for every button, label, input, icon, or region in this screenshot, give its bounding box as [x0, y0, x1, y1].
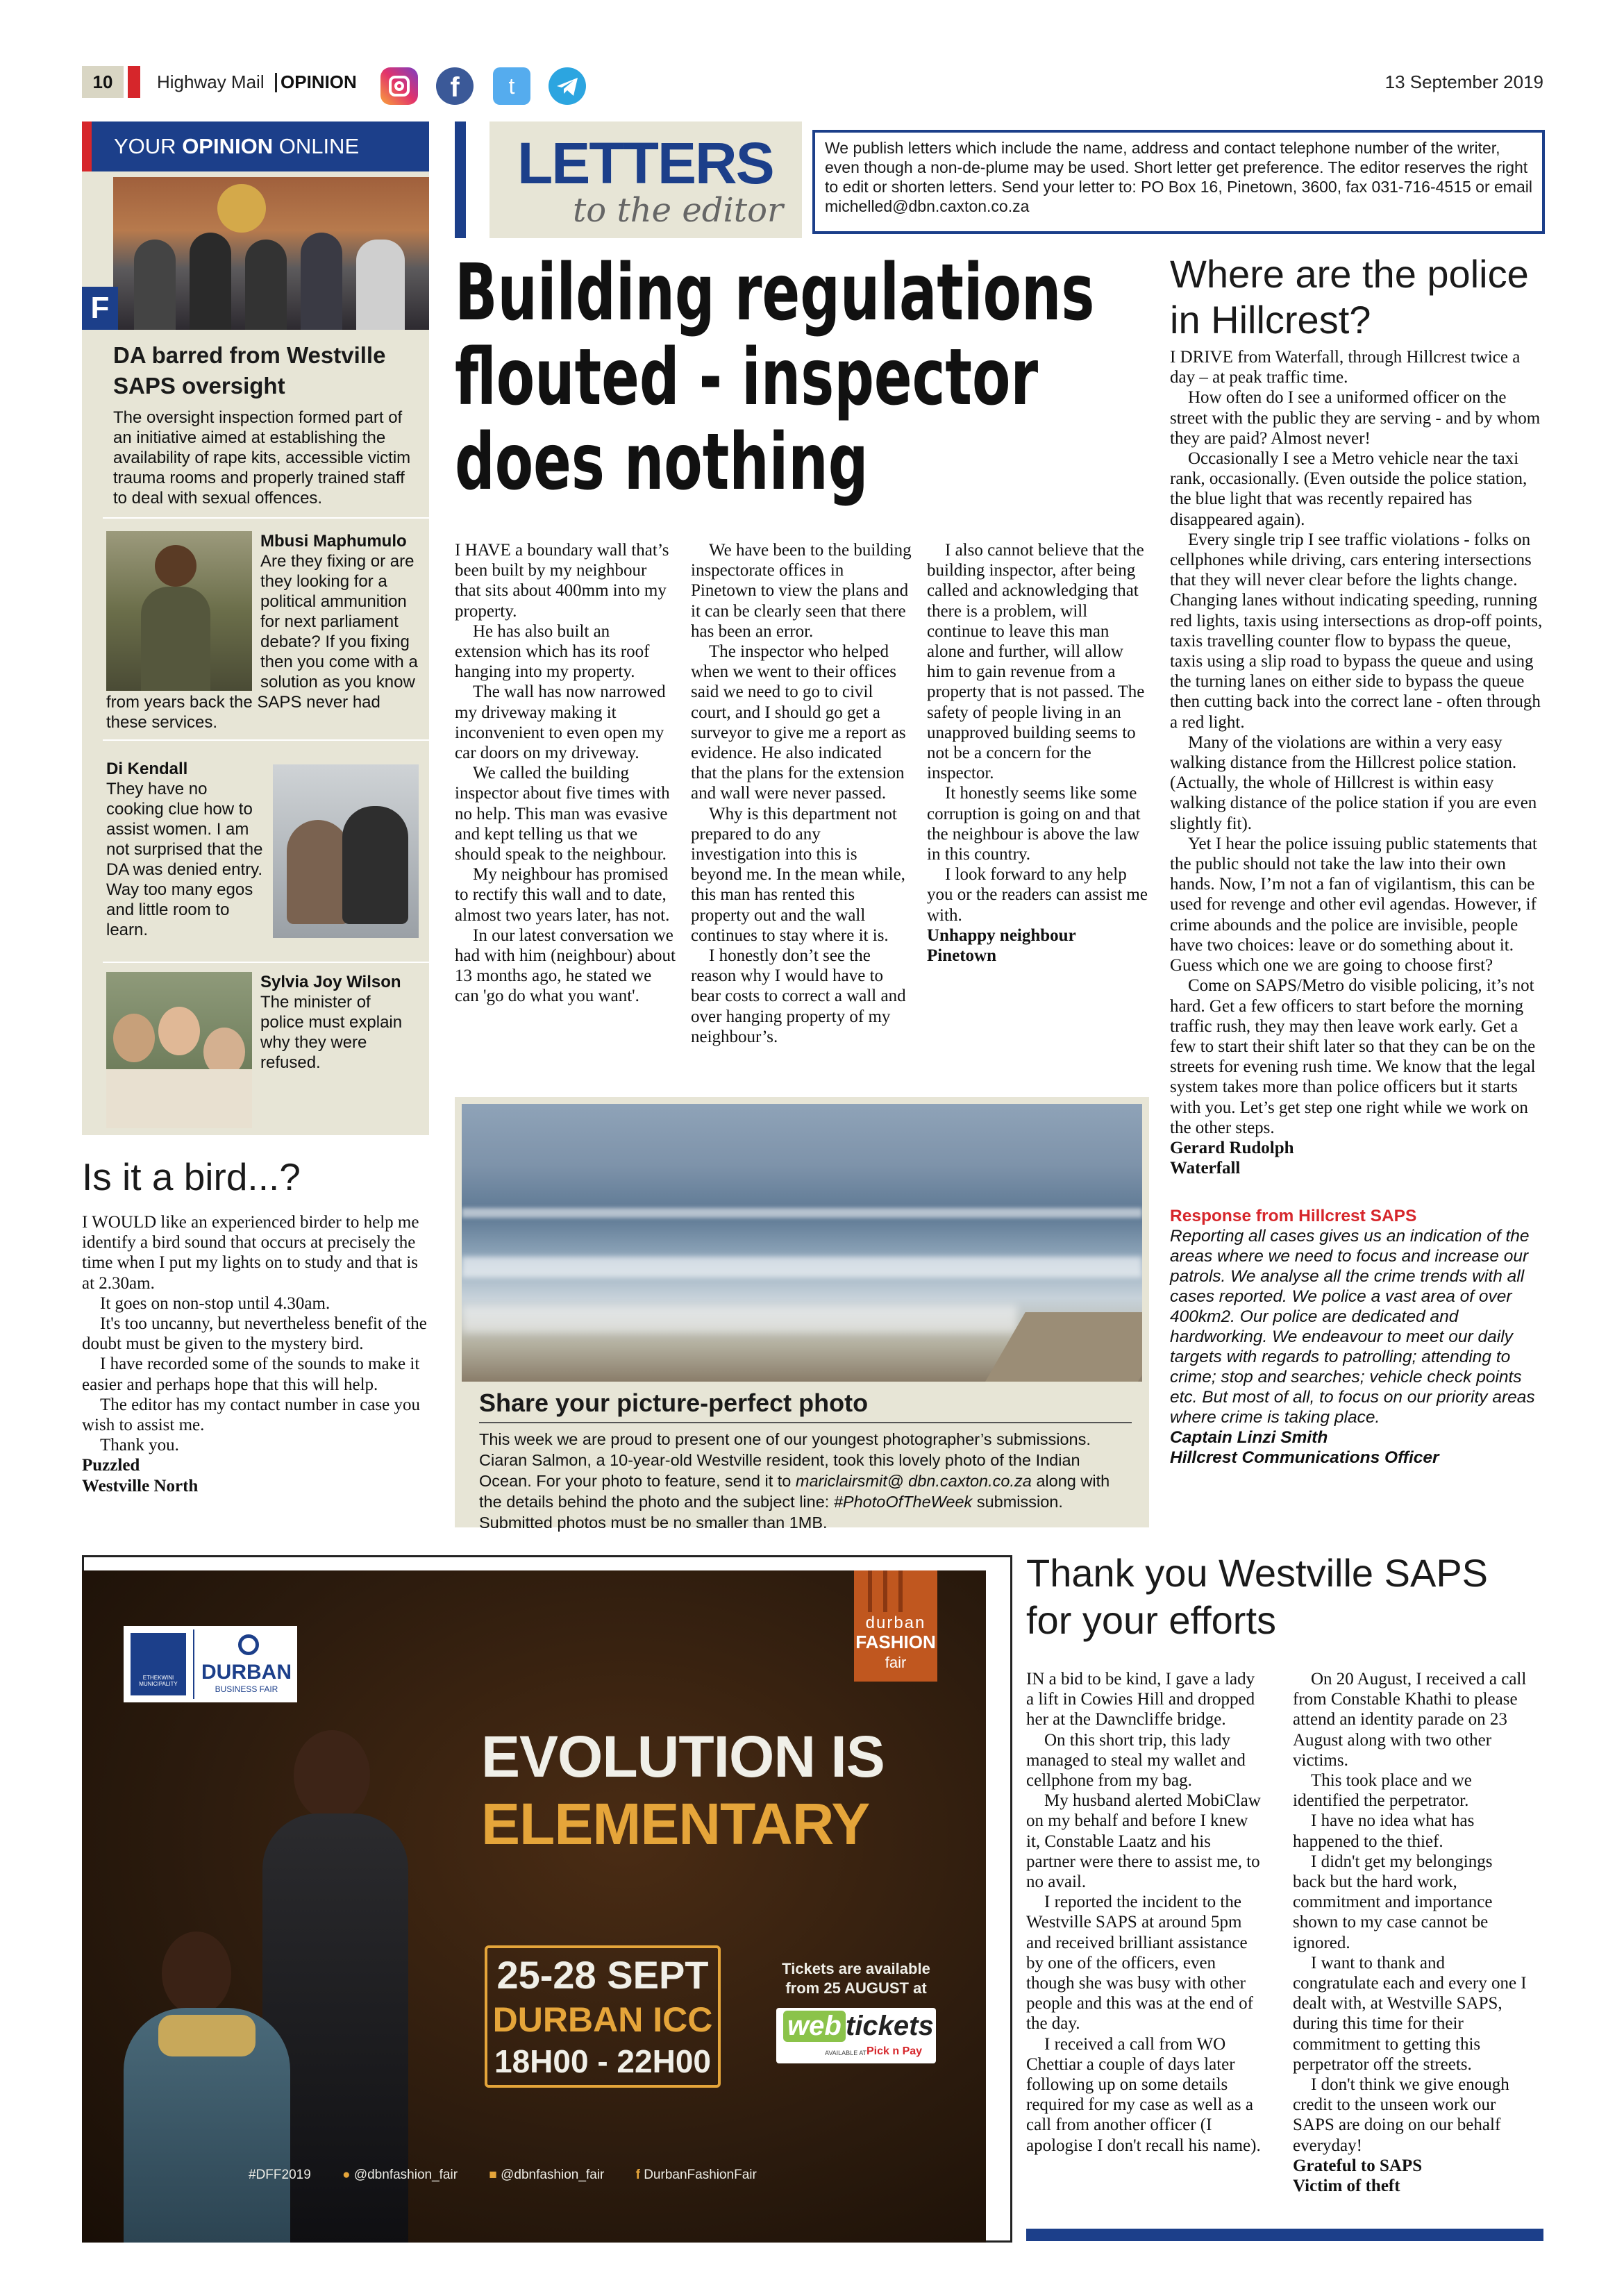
tickets-line: Tickets are available from 25 AUGUST at: [782, 1960, 930, 1997]
advert-instagram[interactable]: @dbnfashion_fair: [501, 2168, 605, 2182]
publication-name: Highway Mail: [157, 72, 265, 92]
bird-body: I WOULD like an experienced birder to help me identify a bird sound that occurs at precisely the time when I put my lights on to study and that is at 2.30am. It goes on non-stop until 4.30am. It's too uncanny, but nevertheless benefit of the doubt must be given to the mystery bird. I have recorded some of the sounds to make it easier and perhaps hope that this will help. The editor has my contact number in case you wish to assist me. Thank you. Puzzled Westville North: [82, 1213, 427, 1495]
avatar: [106, 972, 252, 1128]
facebook-badge: F: [82, 287, 118, 330]
photo-box-rule: [479, 1422, 1132, 1423]
thanks-col-1: IN a bid to be kind, I gave a lady a lift in Cowies Hill and dropped her at the Dawncliffe bridge. On this short trip, this lady managed to steal my wallet and cellphone from my bag. My husband alerted MobiClaw on my behalf and before I knew it, Constable Laatz and his partner were there to assist me, to no avail. I reported the incident to the Westville SAPS at around 5pm and received brilliant assistance by one of the officers, even though she was busy with other people and this was at the end of the day. I received a call from WO Chettiar a couple of days later following up on some details required for my case as well as a call from another officer (I apologise I don't recall his name).: [1026, 1670, 1261, 2155]
main-headline: [455, 250, 1149, 514]
headline-line-1: Building regulations: [455, 248, 1095, 338]
commenter-name: Di Kendall: [106, 760, 188, 778]
sidebar-divider: [103, 739, 429, 741]
durban-fashion-fair-advert: [82, 1570, 986, 2243]
bird-headline: Is it a bird...?: [82, 1155, 301, 1198]
comment-text: The minister of police must explain why they were refused.: [260, 993, 403, 1072]
ocean-photo: [462, 1104, 1142, 1382]
hashtag: #PhotoOfTheWeek: [833, 1493, 973, 1511]
response-title: Response from Hillcrest SAPS: [1170, 1207, 1417, 1226]
officials-photo: [113, 177, 429, 330]
commenter-name: Mbusi Maphumulo: [260, 532, 407, 551]
photo-box-title: Share your picture-perfect photo: [479, 1389, 869, 1417]
letters-title: LETTERS: [517, 131, 773, 196]
photo-of-the-week-box: [455, 1097, 1149, 1532]
issue-date: 13 September 2019: [1384, 72, 1543, 92]
models-photo: [110, 1730, 443, 2243]
bottom-rule: [1026, 2229, 1543, 2241]
opinion-online-sidebar: [82, 121, 429, 1135]
advert-social-bar: [249, 2168, 943, 2183]
comment-3: [106, 972, 419, 1128]
response-signature: Captain Linzi Smith: [1170, 1428, 1328, 1448]
avatar: [106, 531, 252, 691]
commenter-name: Sylvia Joy Wilson: [260, 973, 401, 991]
sidebar-banner: YOUR OPINION ONLINE: [82, 121, 429, 171]
page-header: [82, 66, 1543, 104]
sidebar-divider: [103, 517, 429, 519]
letters-subtitle: to the editor: [573, 191, 783, 230]
photo-box-caption: This week we are proud to present one of our youngest photographer’s submissions. Ciaran Salmon, a 10-year-old Westville resident, took this lovely photo of the Indian Ocean. For your photo to feature, send it to mariclairsmit@ dbn.caxton.co.za along with the details behind the photo and the subject line: #PhotoOfTheWeek submission. Submitted photos must be no smaller than 1MB.: [479, 1430, 1110, 1532]
headline-line-2: flouted - inspector: [455, 333, 1039, 423]
twitter-icon[interactable]: t: [493, 67, 530, 105]
municipality-logo: ETHEKWINI MUNICIPALITY DURBAN BUSINESS FAIR: [124, 1626, 297, 1702]
letters-header-accent: [455, 121, 466, 238]
section-divider: [275, 73, 277, 92]
advert-headline-line-2: ELEMENTARY: [481, 1791, 870, 1857]
fashion-fair-logo: durban FASHION fair: [854, 1570, 937, 1682]
section-name: OPINION: [281, 72, 357, 92]
sidebar-story-title: DA barred from Westville SAPS oversight: [113, 342, 386, 399]
letters-header: [455, 121, 1545, 238]
comment-2: [106, 759, 419, 940]
avatar: [273, 764, 419, 938]
police-headline: Where are the police in Hillcrest?: [1170, 252, 1529, 342]
event-times: 18H00 - 22H00: [494, 2043, 711, 2079]
letters-policy-box: We publish letters which include the name, address and contact telephone number of the writer, even though a non-de-plume may be used. Short letter get preference. The editor reserves the right to edit or shorten letters. Send your letter to: PO Box 16, Pinetown, 3600, fax 031-716-4515 or email michelled@dbn.caxton.co.za: [812, 130, 1545, 234]
event-details-box: [485, 1945, 721, 2088]
instagram-icon: ■: [489, 2168, 497, 2182]
bird-letter: [82, 1153, 429, 1496]
comment-text: Are they fixing or are they looking for a political ammunition for next parliament debate? If you fixing then you come with a solution as you know from years back the SAPS never had these services.: [106, 552, 418, 732]
advert-twitter[interactable]: @dbnfashion_fair: [353, 2168, 458, 2182]
response-text: Reporting all cases gives us an indication of the areas where we need to focus and increase our patrols. We analyse all the crime trends with all cases reported. We police a vast area of over 400km2. Our police are dedicated and hardworking. We endeavour to meet our daily targets with regards to patrolling; attending to crime; stop and searches; vehicle check points etc. But most of all, to focus on our priority areas where crime is taking place.: [1170, 1227, 1535, 1427]
webtickets-logo[interactable]: web tickets AVAILABLE AT Pick n Pay: [776, 2008, 936, 2063]
thanks-headline: Thank you Westville SAPS for your efforts: [1026, 1551, 1489, 1642]
instagram-icon[interactable]: [380, 67, 418, 105]
sidebar-divider: [103, 962, 429, 963]
thanks-col-2: On 20 August, I received a call from Constable Khathi to please attend an identity parade on 23 August along with two other victims. This took place and we identified the perpetrator. I have no idea what has happened to the thief. I didn't get my belongings back but the hard work, commitment and importance shown to my case cannot be ignored. I want to thank and congratulate each and every one I dealt with, at Westville SAPS, during this time for their commitment to getting this perpetrator off the streets. I don't think we give enough credit to the unseen work our SAPS are doing on our behalf everyday! Grateful to SAPS Victim of theft: [1293, 1670, 1527, 2196]
letters-title-block: [489, 121, 802, 238]
main-letter-col-3: I also cannot believe that the building inspector, after being called and acknowledging that there is a problem, will continue to leave this man alone and further, will allow him to gain revenue from a property that is not passed. The safety of people living in an unapproved building seems to not be a concern for the inspector. It honestly seems like some corruption is going on and that the neighbour is above the law in this country. I look forward to any help you or the readers can assist me with. Unhappy neighbour Pinetown: [927, 541, 1148, 966]
response-signature-role: Hillcrest Communications Officer: [1170, 1448, 1439, 1468]
advert-headline: [481, 1723, 981, 1858]
sidebar-story-summary: The oversight inspection formed part of an initiative aimed at establishing the availability of rape kits, accessible victim trauma rooms and properly trained staff to deal with sexual offences.: [113, 408, 411, 508]
advert-headline-line-1: EVOLUTION IS: [481, 1724, 885, 1789]
submission-email[interactable]: mariclairsmit@ dbn.caxton.co.za: [795, 1472, 1032, 1490]
red-marker: [128, 66, 140, 98]
advert-hashtag: #DFF2019: [249, 2168, 311, 2182]
facebook-icon[interactable]: f: [436, 67, 474, 105]
police-letter: [1170, 251, 1545, 1468]
telegram-icon[interactable]: [549, 67, 586, 105]
headline-line-3: does nothing: [455, 417, 869, 508]
advert-facebook[interactable]: DurbanFashionFair: [644, 2168, 757, 2182]
saps-response: [1170, 1206, 1545, 1468]
event-dates: 25-28 SEPT: [496, 1953, 709, 1997]
sidebar-accent: [82, 121, 92, 171]
facebook-icon: f: [635, 2168, 640, 2182]
main-letter-col-2: We have been to the building inspectorate offices in Pinetown to view the plans and it can be clearly seen that there has been an error. The inspector who helped when we went to their offices said we need to go to civil court, and I should go get a surveyor to give me a report as evidence. He also indicated that the plans for the extension and wall were never passed. Why is this department not prepared to do any investigation into this is beyond me. In the mean while, this man has rented this property out and the wall continues to stay where it is. I honestly don’t see the reason why I would have to bear costs to correct a wall and over hanging property of my neighbour’s.: [691, 541, 912, 1046]
event-venue: DURBAN ICC: [492, 2000, 713, 2039]
main-letter-col-1: I HAVE a boundary wall that’s been built by my neighbour that sits about 400mm into my property. He has also built an extension which has its roof hanging into my property. The wall has now narrowed my driveway making it inconvenient to even open my car doors on my driveway. We called the building inspector about five times with no help. This man was evasive and kept telling us that we should speak to the neighbour. My neighbour has promised to rectify this wall and to date, almost two years later, has not. In our latest conversation we had with him (neighbour) about 13 months ago, he stated we can 'go do what you want'.: [455, 541, 676, 1006]
twitter-icon: ●: [342, 2168, 351, 2182]
page-number: 10: [82, 66, 124, 98]
comment-1: [106, 531, 419, 732]
comment-text: They have no cooking clue how to assist women. I am not surprised that the DA was denied entry. Way too many egos and little room to learn.: [106, 780, 263, 939]
police-body: I DRIVE from Waterfall, through Hillcrest twice a day – at peak traffic time. How often do I see a uniformed officer on the street with the public they are serving - and by whom they are paid? Almost never! Occasionally I see a Metro vehicle near the taxi rank, occasionally. (Even outside the police station, the blue light that was recently repaired has disappeared again). Every single trip I see traffic violations - folks on cellphones while driving, cars entering intersections that they will never clear before the lights change. Changing lanes without indicating speeding, running red lights, taxis using intersections as drop-off points, taxis travelling counter flow to bypass the queue, taxis using a slip road to bypass the queue and using the turning lanes on either side to bypass the queue then cutting back into the correct lane - often through a red light. Many of the violations are within a very easy walking distance from the Hillcrest police station. (Actually, the whole of Hillcrest is within easy walking distance of the police station if you are even slightly fit). Yet I hear the police issuing public statements that the public should not take the law into their own hands. Now, I’m not a fan of vigilantism, this can be used for revenge and other evil agendas. However, if crime abounds and the police are invisible, people have two choices: leave or do something about it. Guess which one we are going to choose first? Come on SAPS/Metro do visible policing, it’s not hard. Get a few officers to start before the morning traffic rush, they may then leave work early. Get a few to start their shift later so that they can be on the streets for evening rush time. We know that the legal system takes more than police officers but it starts with you. Let’s get step one right while we work on the other steps. Gerard Rudolph Waterfall: [1170, 348, 1543, 1178]
